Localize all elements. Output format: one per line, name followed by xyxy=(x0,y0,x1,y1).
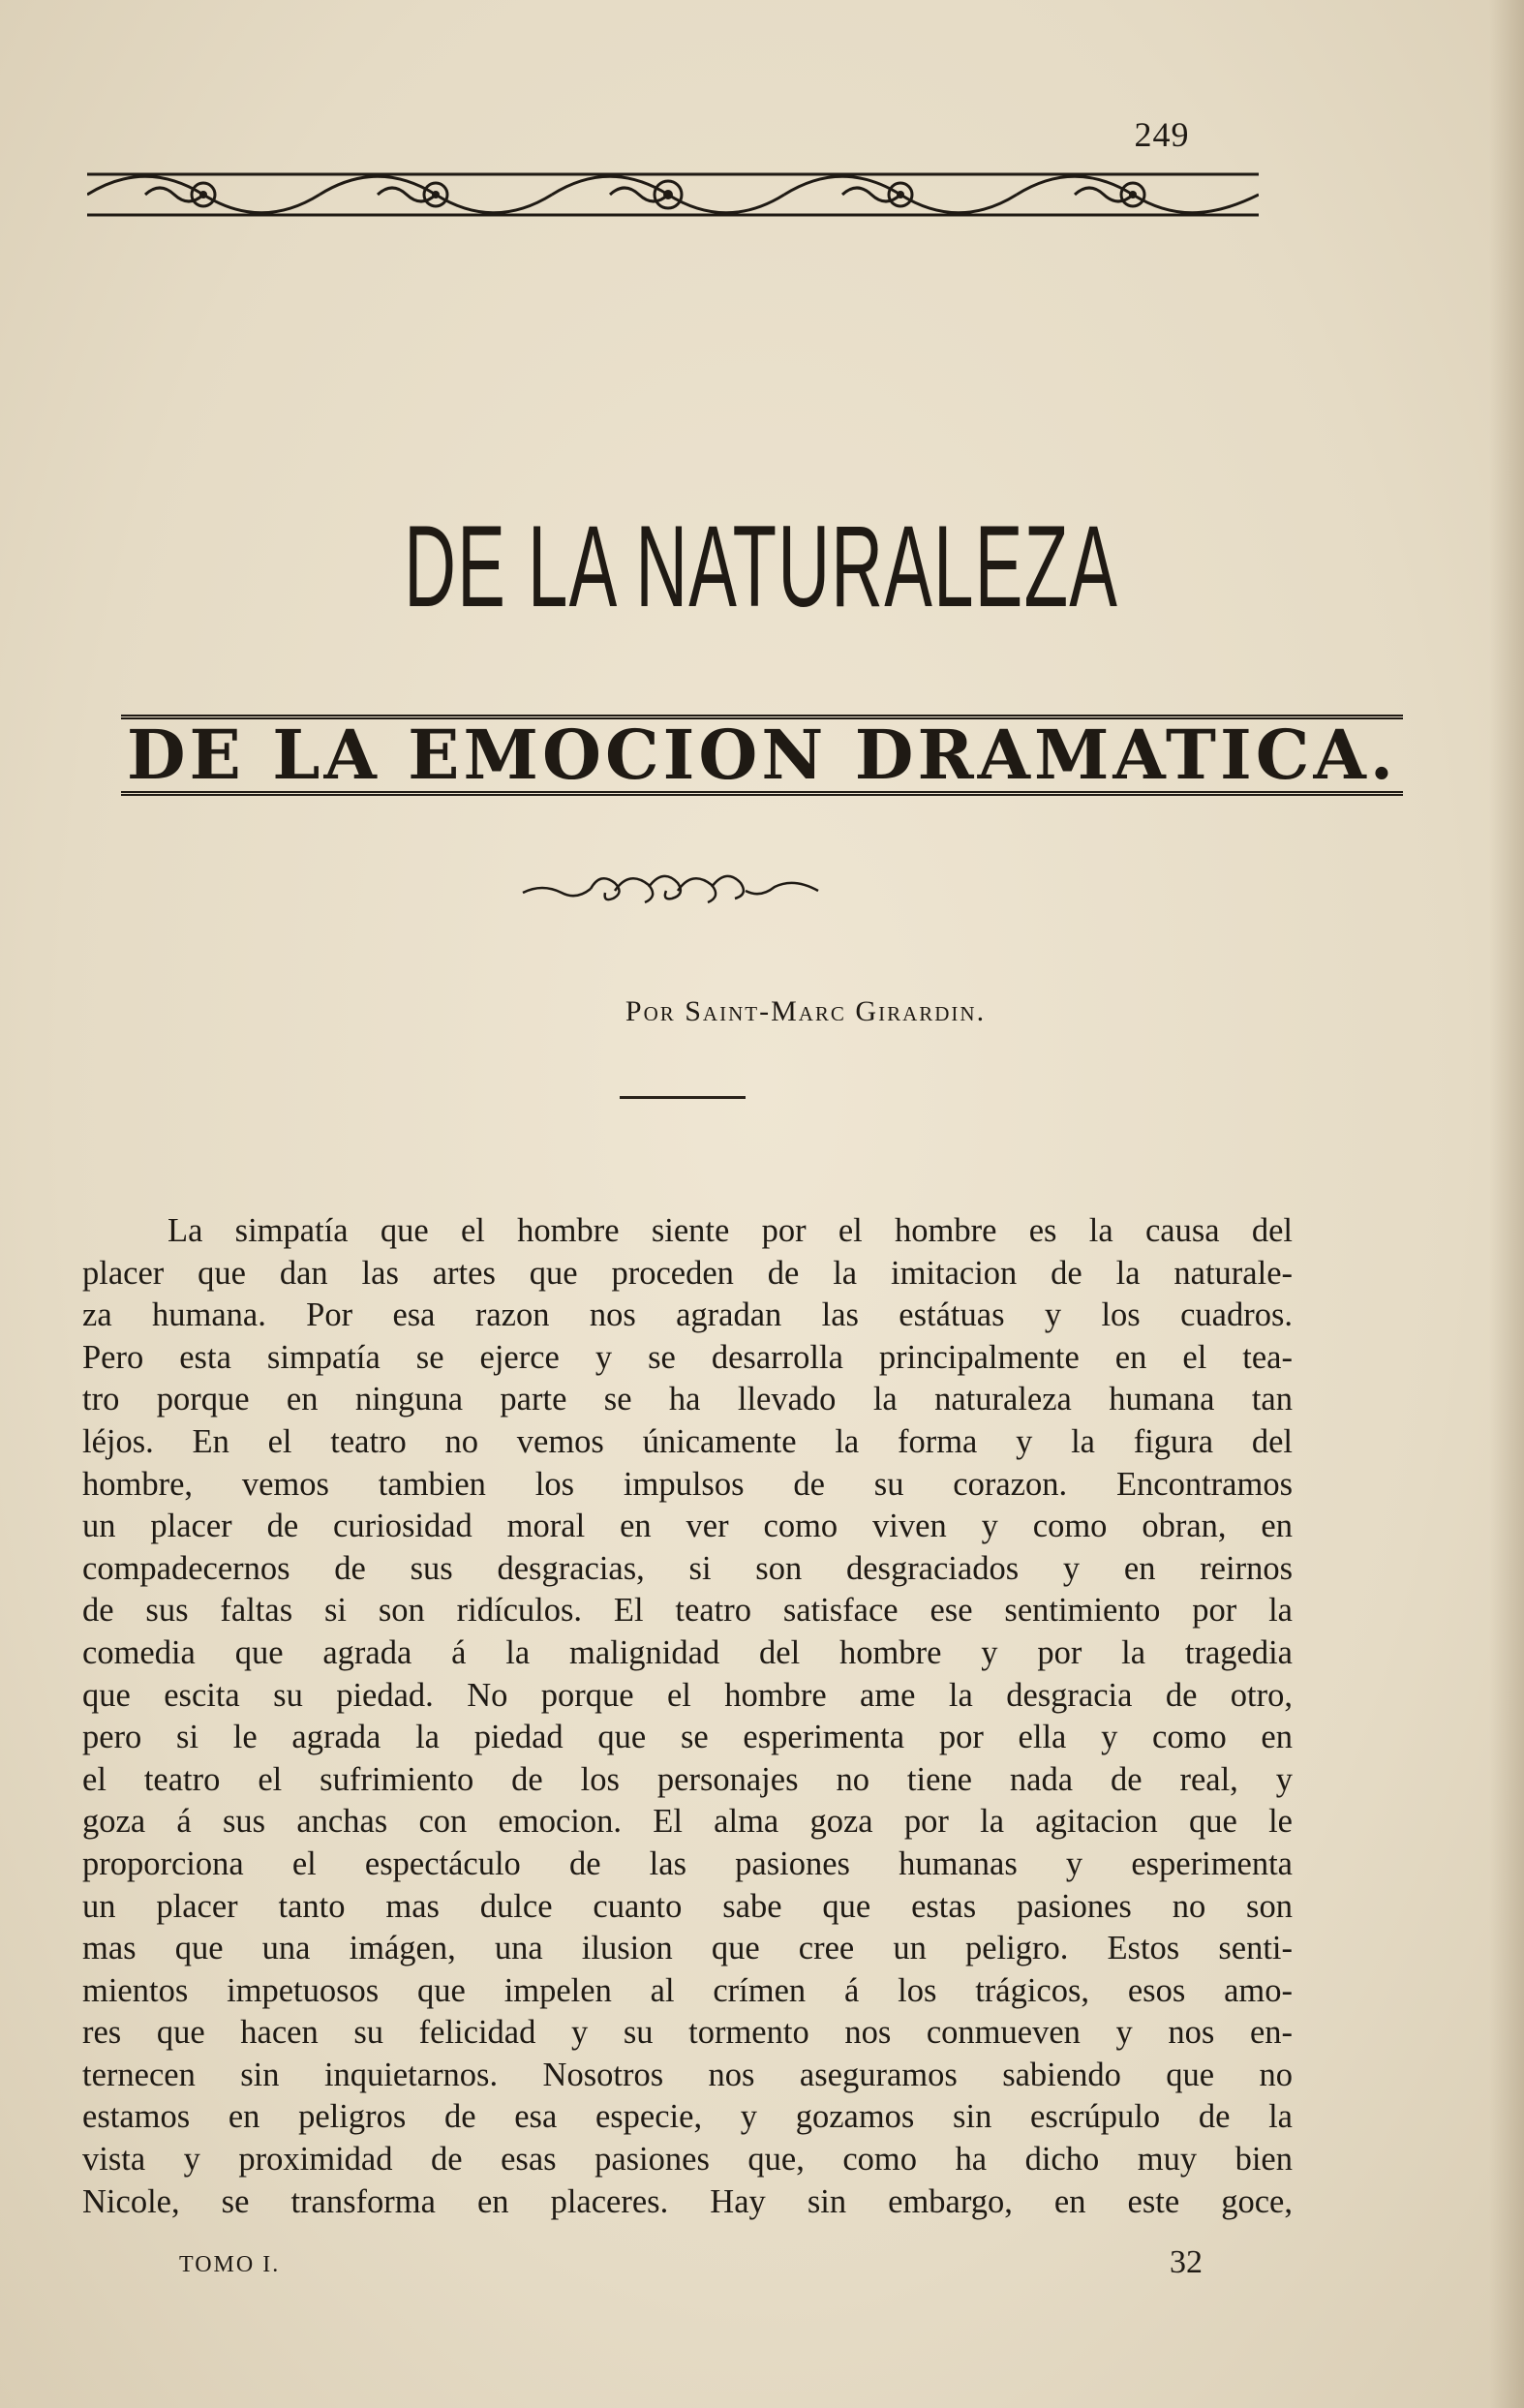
article-subtitle-text: DE LA EMOCION DRAMATICA. xyxy=(121,715,1403,796)
page-edge-shadow xyxy=(1489,0,1524,2408)
body-line: za humana. Por esa razon nos agradan las estátuas y los cuadros. xyxy=(82,1296,1293,1334)
page-number: 249 xyxy=(1134,115,1190,154)
header-ornament-band xyxy=(87,163,1259,227)
body-line: proporciona el espectáculo de las pasiones humanas y esperimenta xyxy=(82,1844,1293,1882)
body-line: un placer de curiosidad moral en ver como viven y como obran, en xyxy=(82,1508,1293,1545)
volume-signature: TOMO I. xyxy=(179,2252,281,2277)
body-line: léjos. En el teatro no vemos únicamente la forma y la figura del xyxy=(82,1422,1293,1460)
body-line: res que hacen su felicidad y su tormento nos conmueven y nos en- xyxy=(82,2014,1293,2052)
body-line: Pero esta simpatía se ejerce y se desarrolla principalmente en el tea- xyxy=(82,1338,1293,1376)
body-line: de sus faltas si son ridículos. El teatro satisface ese sentimiento por la xyxy=(82,1592,1293,1630)
body-line: un placer tanto mas dulce cuanto sabe que estas pasiones no son xyxy=(82,1887,1293,1925)
body-line: pero si le agrada la piedad que se esperimenta por ella y como en xyxy=(82,1719,1293,1756)
body-line: vista y proximidad de esas pasiones que, como ha dicho muy bien xyxy=(82,2141,1293,2179)
body-line: compadecernos de sus desgracias, si son desgraciados y en reirnos xyxy=(82,1549,1293,1587)
gathering-signature: 32 xyxy=(1170,2244,1203,2280)
body-line: Nicole, se transforma en placeres. Hay sin embargo, en este goce, xyxy=(82,2182,1293,2220)
body-line: hombre, vemos tambien los impulsos de su corazon. Encontramos xyxy=(82,1465,1293,1503)
article-title: DE LA NATURALEZA xyxy=(404,502,1119,631)
article-subtitle xyxy=(0,715,1524,796)
body-line: mientos impetuosos que impelen al crímen á los trágicos, esos amo- xyxy=(82,1971,1293,2009)
body-line: La simpatía que el hombre siente por el hombre es la causa del xyxy=(168,1212,1293,1249)
separator-rule xyxy=(620,1096,746,1099)
article-body xyxy=(82,1210,1293,2223)
body-line: estamos en peligros de esa especie, y gozamos sin escrúpulo de la xyxy=(82,2098,1293,2136)
article-byline: Por Saint-Marc Girardin. xyxy=(625,995,987,1027)
body-line: el teatro el sufrimiento de los personajes no tiene nada de real, y xyxy=(82,1760,1293,1798)
body-line: goza á sus anchas con emocion. El alma goza por la agitacion que le xyxy=(82,1803,1293,1841)
body-line: ternecen sin inquietarnos. Nosotros nos aseguramos sabiendo que no xyxy=(82,2056,1293,2093)
body-line: mas que una imágen, una ilusion que cree un peligro. Estos senti- xyxy=(82,1930,1293,1967)
body-line: que escita su piedad. No porque el hombre ame la desgracia de otro, xyxy=(82,1676,1293,1714)
body-line: placer que dan las artes que proceden de la imitacion de la naturale- xyxy=(82,1254,1293,1292)
flourish-ornament-icon xyxy=(518,862,828,920)
body-line: comedia que agrada á la malignidad del hombre y por la tragedia xyxy=(82,1633,1293,1671)
body-line: tro porque en ninguna parte se ha llevado la naturaleza humana tan xyxy=(82,1381,1293,1418)
